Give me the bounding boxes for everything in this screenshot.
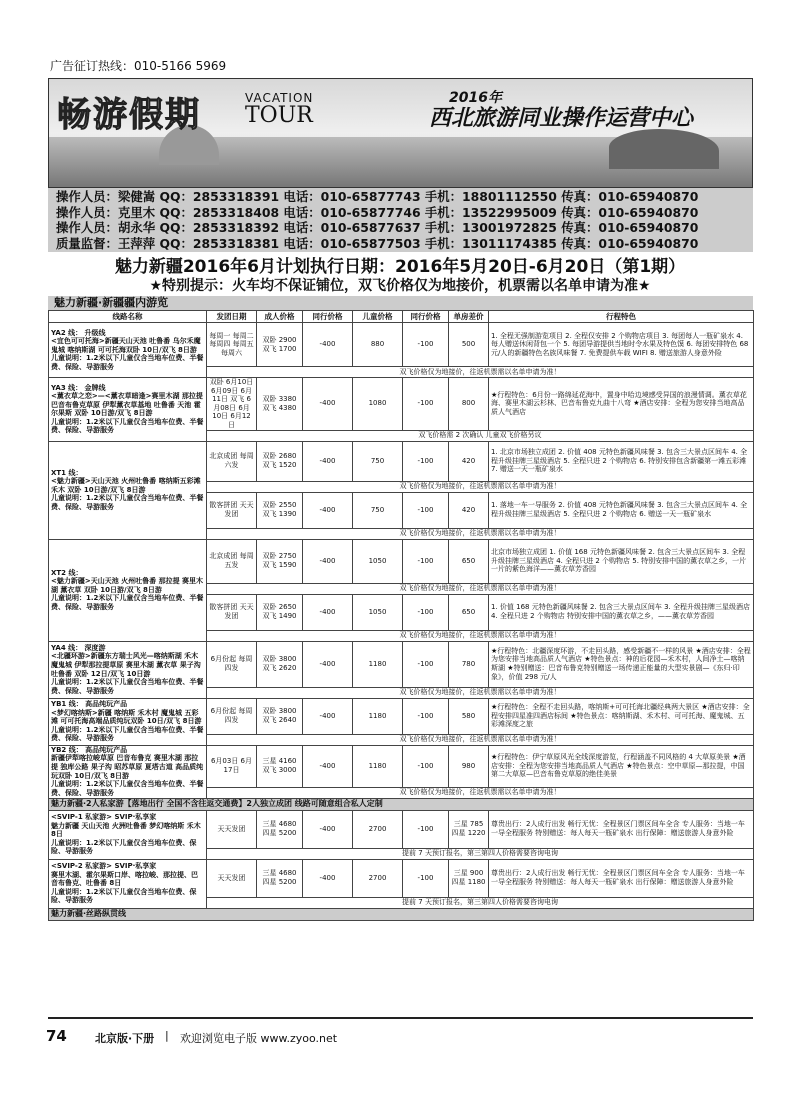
page-number: 74 (46, 1027, 67, 1045)
table-row (49, 810, 754, 848)
child-peer-price: -100 (403, 745, 449, 787)
child-peer-price: -100 (403, 698, 449, 734)
child-price: 750 (353, 441, 403, 481)
route-line: <魅力新疆>天山天池 火州吐鲁番 喀纳斯五彩滩 禾木 双卧 10日游/双飞 8日游 (51, 477, 201, 494)
operator-contacts (48, 188, 753, 252)
peer-price: -400 (303, 810, 353, 848)
peer-price: -400 (303, 859, 353, 897)
departure-date: 每周一 每周二 每周四 每周五 每周六 (207, 323, 257, 367)
ebook-link[interactable]: 欢迎浏览电子版 www.zyoo.net (180, 1032, 338, 1045)
adult-price: 双卧 2550 双飞 1390 (257, 492, 303, 528)
child-note: 儿童说明：1.2米以下儿童仅含当地车位费、半餐费、保险、导游服务 (51, 594, 204, 611)
peer-price: -400 (303, 323, 353, 367)
child-peer-price: -100 (403, 594, 449, 630)
section-row (49, 798, 754, 810)
rock-formation-image (609, 129, 719, 169)
departure-date: 天天发团 (207, 859, 257, 897)
route-line: YA4 线： 深度游 (51, 643, 106, 652)
single-room-diff: 三星 900 四星 1180 (449, 859, 489, 897)
route-name (49, 810, 207, 859)
single-room-diff: 420 (449, 441, 489, 481)
child-price: 1050 (353, 594, 403, 630)
footer-divider (48, 1017, 753, 1019)
peer-price: -400 (303, 641, 353, 687)
table-row (49, 539, 754, 583)
section-header-svip: 魅力新疆·2人私家游【落地出行 全国不含往返交通费】2人独立成团 线路可随意组合私人定制 (49, 798, 754, 810)
route-name (49, 323, 207, 378)
operator-row: 操作人员：克里木 QQ：2853318408 电话：010-65877746 手机：13522995009 传真：010-65940870 (56, 204, 699, 220)
itinerary-features: ★行程特色：全程不走回头路，喀纳斯+可可托海北疆经典两大景区 ★酒店安排：全程安排四星准四酒店标间 ★特色景点：喀纳斯湖、禾木村、可可托海、魔鬼城、五彩滩深度之旅 (489, 698, 754, 734)
adult-price: 双卧 3380 双飞 4380 (257, 378, 303, 431)
route-name (49, 641, 207, 698)
route-line: <SVIP-2 私家游> SVIP·私享家 (51, 862, 157, 871)
single-room-diff: 650 (449, 539, 489, 583)
adult-price: 双卧 2750 双飞 1590 (257, 539, 303, 583)
table-row (49, 641, 754, 687)
child-peer-price: -100 (403, 539, 449, 583)
single-room-diff: 780 (449, 641, 489, 687)
child-note: 儿童说明：1.2米以下儿童仅含当地车位费、半餐费、保险、导游服务 (51, 725, 204, 743)
child-price: 880 (353, 323, 403, 367)
section-header-inland: 魅力新疆·新疆疆内游览 (48, 296, 753, 310)
child-note: 儿童说明：1.2米以下儿童仅含当地车位费、半餐费、保险、导游服务 (51, 780, 204, 797)
departure-date: 天天发团 (207, 810, 257, 848)
col-adult-price: 成人价格 (257, 311, 303, 323)
child-price: 1180 (353, 698, 403, 734)
departure-date: 散客拼团 天天发团 (207, 594, 257, 630)
child-price: 1180 (353, 641, 403, 687)
departure-date: 北京成团 每周五发 (207, 539, 257, 583)
price-note: 双飞价格仅为地接价，往返机票需以名单申请为准！ (207, 630, 754, 641)
table-row (49, 323, 754, 367)
route-line: YB2 线： 高品纯玩产品 (51, 745, 128, 754)
child-note: 儿童说明：1.2米以下儿童仅含当地车位费、半餐费、保险、导游服务 (51, 417, 204, 435)
departure-date: 双卧 6月10日 6月09日 6月11日 双飞 6月08日 6月10日 6月12日 (207, 378, 257, 431)
route-name (49, 859, 207, 908)
route-line: 新疆伊犁喀拉峻草原 巴音布鲁克 赛里木湖 那拉提 独库公路 果子沟 昭苏草原 夏塔古道 高品质纯玩双卧 10日/双飞 8日游 (51, 754, 204, 780)
child-price: 1080 (353, 378, 403, 431)
peer-price: -400 (303, 698, 353, 734)
departure-date: 6月份起 每周四发 (207, 698, 257, 734)
route-line: XT1 线： (51, 468, 83, 477)
single-room-diff: 三星 785 四星 1220 (449, 810, 489, 848)
itinerary-features: ★行程特色：伊宁草原风光全线深度游览，行程涵盖不同风格的 4 大草原美景 ★酒店安排：全程为您安排当地高品质人气酒店 ★特色景点：空中草原—那拉提，中国第二大草原—巴音布鲁克草原的绝佳美景 (489, 745, 754, 787)
departure-date: 北京成团 每周六发 (207, 441, 257, 481)
itinerary-features: ★行程特色：北疆深度环游，不走回头路，感受新疆不一样的风景 ★酒店安排：全程为您安排当地高品质人气酒店 ★特色景点：神的后花园—禾木村，人间净土—喀纳斯湖 ★特别赠送：巴音布鲁克特别赠送一场传递正能量的大型实景剧—《东归·印象》，价值 298 元/人 (489, 641, 754, 687)
col-child-peer: 同行价格 (403, 311, 449, 323)
itinerary-features: 1. 全程无强制游览项目 2. 全程仅安排 2 个购物店项目 3. 每团每人一瓶矿泉水 4. 每人赠送休闲背包一个 5. 每团导游提供当地时令水果及特色馍 6. 每团安排特色 68 元/人的新疆特色名族风味餐 7. 免费提供车载 WIFI 8. 赠送旅游人身意外险 (489, 323, 754, 367)
footer-separator: | (165, 1029, 169, 1042)
route-line: YA2 线： 升级线 (51, 328, 106, 337)
banner (48, 78, 753, 188)
child-peer-price: -100 (403, 441, 449, 481)
itinerary-features: 1. 北京市场独立成团 2. 价值 408 元特色新疆风味餐 3. 包含三大景点区间车 4. 全程升级挂牌三星级酒店 5. 全程只进 2 个购物店 6. 特别安排包含新疆第一滩五彩滩 7. 赠送一天一瓶矿泉水 (489, 441, 754, 481)
itinerary-features: 尊贵出行：2人成行出发 畅行无忧：全程景区门票区间车全含 专人服务：当地一车一导全程服务 特别赠送：每人每天一瓶矿泉水 出行保障：赠送旅游人身意外险 (489, 810, 754, 848)
tour-price-table (48, 310, 754, 921)
col-child-price: 儿童价格 (353, 311, 403, 323)
price-note: 双飞价格仅为地接价，往返机票需以名单申请为准！ (207, 787, 754, 798)
price-note: 提前 7 天预订报名，第三第四人价格需要咨询电询 (207, 848, 754, 859)
table-row (49, 859, 754, 897)
peer-price: -400 (303, 539, 353, 583)
table-row (49, 378, 754, 431)
price-note: 提前 7 天预订报名，第三第四人价格需要咨询电询 (207, 897, 754, 908)
price-note: 双飞价格仅为地接价，往返机票需以名单申请为准！ (207, 687, 754, 698)
price-note: 双飞价格仅为地接价，往返机票需以名单申请为准！ (207, 583, 754, 594)
brand-en-vacation: VACATION (245, 91, 314, 105)
operator-row: 操作人员：胡永华 QQ：2853318392 电话：010-65877637 手机：13001972825 传真：010-65940870 (56, 220, 699, 235)
price-note: 双飞价格仅为地接价，往返机票需以名单申请为准！ (207, 528, 754, 539)
adult-price: 双卧 2650 双飞 1490 (257, 594, 303, 630)
route-line: <魅力新疆>天山天池 火州吐鲁番 那拉提 赛里木湖 薰衣草 双卧 10日游/双飞 8日游 (51, 577, 204, 594)
operator-row: 质量监督：王萍萍 QQ：2853318381 电话：010-65877503 手机：13011174385 传真：010-65940870 (56, 235, 699, 251)
route-name (49, 441, 207, 539)
child-note: 儿童说明：1.2米以下儿童仅含当地车位费、保险、导游服务 (51, 887, 197, 905)
departure-date: 散客拼团 天天发团 (207, 492, 257, 528)
operator-row: 操作人员：梁健嵩 QQ：2853318391 电话：010-65877743 手机：18801112550 传真：010-65940870 (56, 189, 699, 204)
price-note: 双飞价格仅为地接价，往返机票需以名单申请为准！ (207, 367, 754, 378)
route-line: YA3 线： 金牌线 (51, 383, 106, 392)
child-peer-price: -100 (403, 641, 449, 687)
child-price: 750 (353, 492, 403, 528)
route-line: 赛里木湖、霍尔果斯口岸、喀拉峻、那拉提、巴音布鲁克、吐鲁番 8日 (51, 870, 198, 888)
col-features: 行程特色 (489, 311, 754, 323)
section-row (49, 908, 754, 920)
peer-price: -400 (303, 492, 353, 528)
child-price: 2700 (353, 859, 403, 897)
child-price: 2700 (353, 810, 403, 848)
col-route: 线路名称 (49, 311, 207, 323)
table-row (49, 745, 754, 787)
adult-price: 双卧 3800 双飞 2640 (257, 698, 303, 734)
special-notice: ★特别提示：火车均不保证铺位，双飞价格仅为地接价，机票需以名单申请为准★ (149, 278, 651, 294)
single-room-diff: 800 (449, 378, 489, 431)
banner-center-name: 西北旅游同业操作运营中心 (429, 106, 694, 131)
col-single-room: 单房差价 (449, 311, 489, 323)
child-note: 儿童说明：1.2米以下儿童仅含当地车位费、半餐费、保险、导游服务 (51, 354, 204, 371)
single-room-diff: 500 (449, 323, 489, 367)
price-note: 双飞价格仅为地接价，往返机票需以名单申请为准！ (207, 481, 754, 492)
route-name (49, 745, 207, 798)
adult-price: 三星 4160 双飞 3000 (257, 745, 303, 787)
route-line: YB1 线： 高品纯玩产品 (51, 700, 128, 709)
peer-price: -400 (303, 441, 353, 481)
single-room-diff: 980 (449, 745, 489, 787)
route-name (49, 539, 207, 641)
child-peer-price: -100 (403, 378, 449, 431)
table-header-row (49, 311, 754, 323)
single-room-diff: 420 (449, 492, 489, 528)
peer-price: -400 (303, 745, 353, 787)
col-date: 发团日期 (207, 311, 257, 323)
route-line: <梦幻喀纳斯>新疆 喀纳斯 禾木村 魔鬼城 五彩滩 可可托海高端品质纯玩双卧 10日/双飞 8日游 (51, 708, 202, 726)
route-line: <SVIP-1 私家游> SVIP·私享家 (51, 813, 157, 822)
itinerary-features: ★行程特色：6月份一路绵延花海中，置身中哈边境感受异国的浪漫情调。薰衣草花海、赛里木湖云杉林、巴音布鲁克九曲十八弯 ★酒店安排：全程为您安排当地高品质人气酒店 (489, 378, 754, 431)
child-peer-price: -100 (403, 859, 449, 897)
adult-price: 双卧 2900 双飞 1700 (257, 323, 303, 367)
price-note: 双飞价格仅为地接价，往返机票需以名单申请为准！ (207, 734, 754, 745)
departure-date: 6月03日 6月17日 (207, 745, 257, 787)
child-price: 1050 (353, 539, 403, 583)
itinerary-features: 1. 落地一车一导服务 2. 价值 408 元特色新疆风味餐 3. 包含三大景点区间车 4. 全程升级挂牌三星级酒店 5. 全程只进 2 个购物店 6. 赠送一天一瓶矿泉水 (489, 492, 754, 528)
table-row (49, 698, 754, 734)
peer-price: -400 (303, 378, 353, 431)
route-line: <北疆环游>新疆东方瑞士风光—喀纳斯湖 禾木 魔鬼城 伊犁那拉提草原 赛里木湖 薰衣草 果子沟 吐鲁番 双卧 12日/双飞 10日游 (51, 652, 201, 678)
route-name (49, 378, 207, 442)
route-line: 魅力新疆 天山天池 火洲吐鲁番 梦幻喀纳斯 禾木 8日 (51, 821, 201, 839)
brand-logo: 畅游假期 (57, 95, 201, 135)
route-line: <薰衣草之恋>—<薰衣草暗逢>赛里木湖 那拉提 巴音布鲁克草原 伊犁薰衣草基地 吐鲁番 天池 霍尔果斯 双卧 10日游/双飞 8日游 (51, 392, 203, 418)
edition-label: 北京版·下册 (95, 1032, 155, 1045)
price-note: 双飞价格需 2 次确认 儿童双飞价格另议 (207, 430, 754, 441)
child-peer-price: -100 (403, 810, 449, 848)
child-peer-price: -100 (403, 492, 449, 528)
table-row (49, 441, 754, 481)
route-line: <宜色可可托海>新疆天山天池 吐鲁番 乌尔禾魔鬼城 喀纳斯湖 可可托海双卧 10日/双飞 8日游 (51, 337, 201, 354)
ad-hotline: 广告征订热线：010-5166 5969 (50, 59, 227, 73)
departure-date: 6月份起 每周四发 (207, 641, 257, 687)
child-note: 儿童说明：1.2米以下儿童仅含当地车位费、半餐费、保险、导游服务 (51, 678, 204, 695)
route-name (49, 698, 207, 745)
adult-price: 双卧 2680 双飞 1520 (257, 441, 303, 481)
page-title: 魅力新疆2016年6月计划执行日期：2016年5月20日-6月20日（第1期） (114, 257, 686, 277)
section-header-silkroad: 魅力新疆·丝路纵贯线 (49, 908, 754, 920)
brand-en-tour: TOUR (245, 103, 313, 128)
adult-price: 三星 4680 四星 5200 (257, 810, 303, 848)
child-note: 儿童说明：1.2米以下儿童仅含当地车位费、半餐费、保险、导游服务 (51, 494, 204, 511)
single-room-diff: 650 (449, 594, 489, 630)
peer-price: -400 (303, 594, 353, 630)
adult-price: 三星 4680 四星 5200 (257, 859, 303, 897)
col-peer-price: 同行价格 (303, 311, 353, 323)
itinerary-features: 1. 价值 168 元特色新疆风味餐 2. 包含三大景点区间车 3. 全程升级挂牌三星级酒店 4. 全程只进 2 个购物店 特别安排中国的薰衣草之乡，——薰衣草芳香园 (489, 594, 754, 630)
itinerary-features: 尊贵出行：2人成行出发 畅行无忧：全程景区门票区间车全含 专人服务：当地一车一导全程服务 特别赠送：每人每天一瓶矿泉水 出行保障：赠送旅游人身意外险 (489, 859, 754, 897)
banner-year: 2016年 (449, 90, 502, 106)
itinerary-features: 北京市场独立成团 1. 价值 168 元特色新疆风味餐 2. 包含三大景点区间车 3. 全程升级挂牌三星级酒店 4. 全程只进 2 个购物店 5. 特别安排中国的薰衣草之乡，一片一片的紫色海洋——薰衣草芳香园 (489, 539, 754, 583)
child-note: 儿童说明：1.2米以下儿童仅含当地车位费、保险、导游服务 (51, 838, 197, 856)
route-line: XT2 线： (51, 568, 83, 577)
single-room-diff: 580 (449, 698, 489, 734)
adult-price: 双卧 3800 双飞 2620 (257, 641, 303, 687)
child-price: 1180 (353, 745, 403, 787)
child-peer-price: -100 (403, 323, 449, 367)
